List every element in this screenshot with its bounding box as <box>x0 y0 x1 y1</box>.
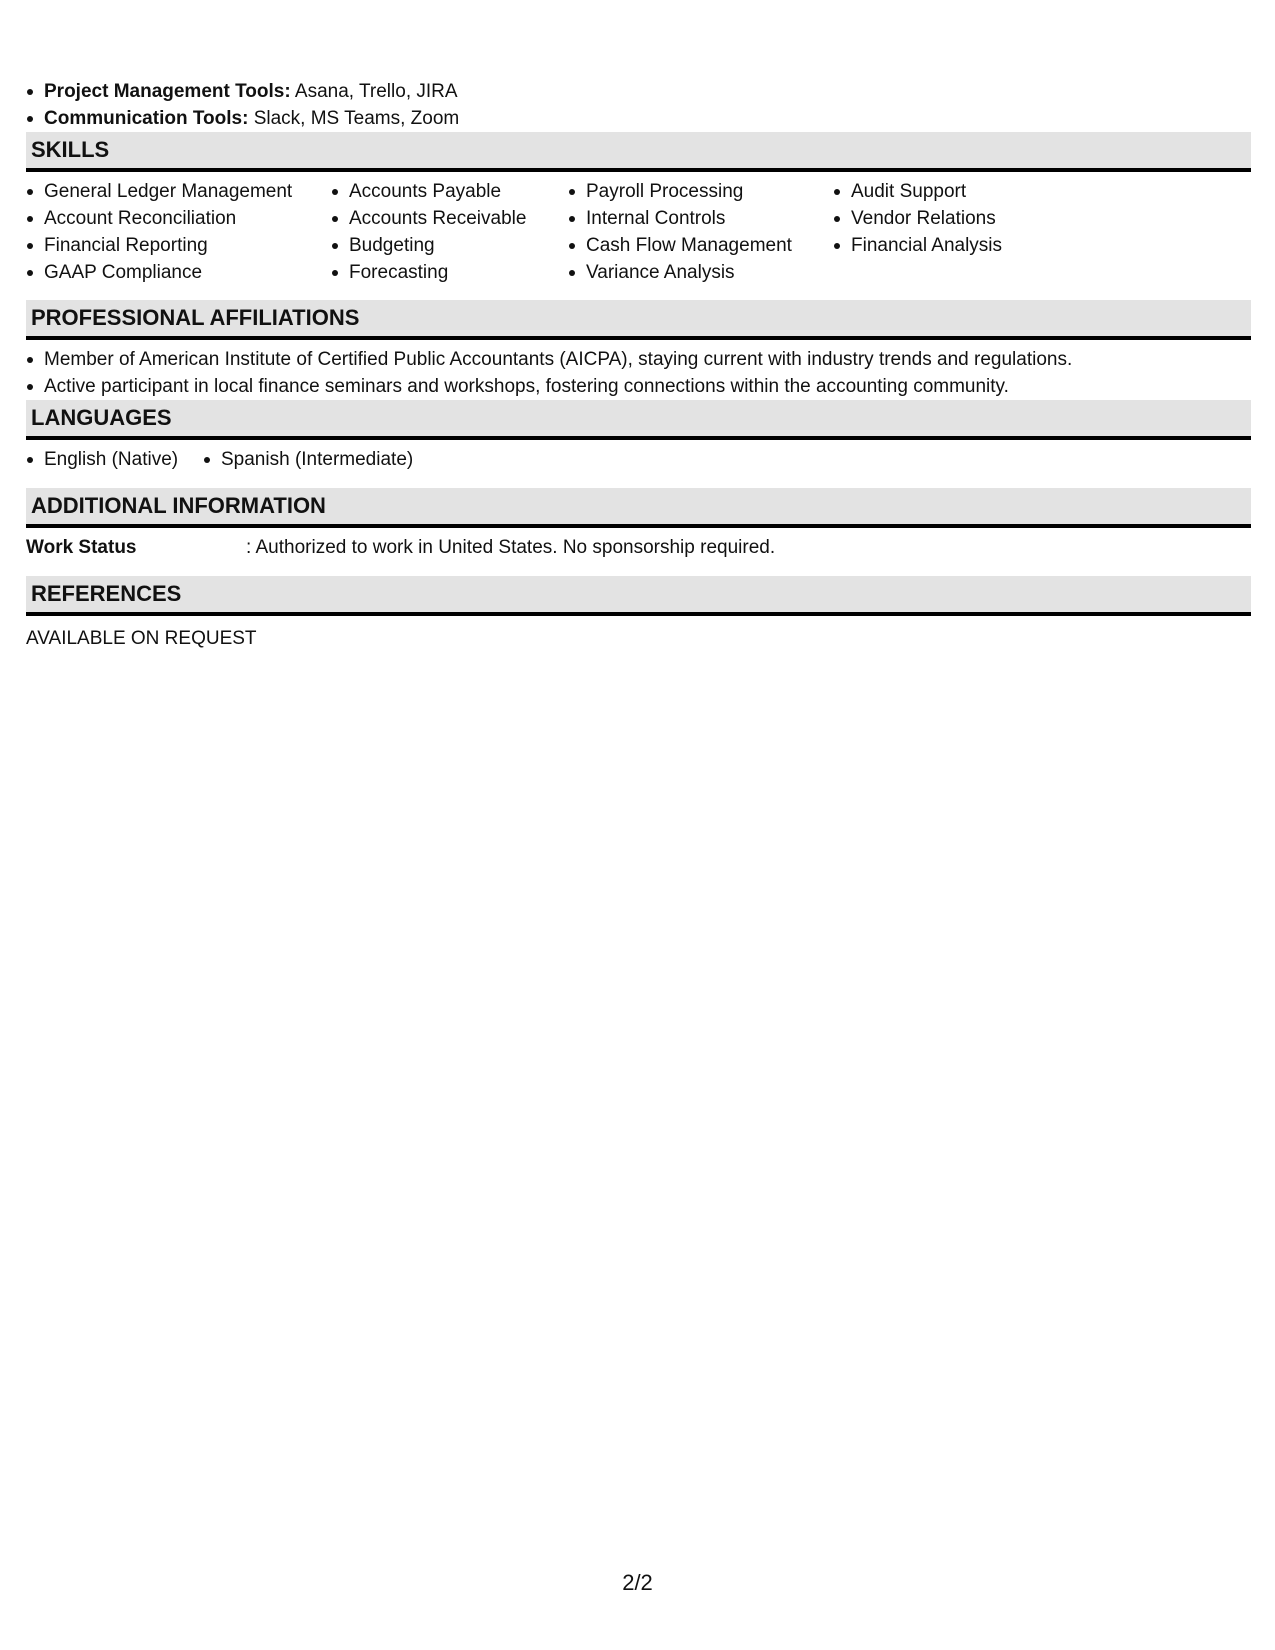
skills-column <box>568 178 833 286</box>
section-title: PROFESSIONAL AFFILIATIONS <box>31 305 360 330</box>
language-list <box>26 446 203 473</box>
work-status-row <box>26 534 1251 561</box>
skill-item: Budgeting <box>349 232 568 259</box>
section-title: ADDITIONAL INFORMATION <box>31 493 326 518</box>
section-header-additional-info <box>26 488 1251 528</box>
section-title: LANGUAGES <box>31 405 172 430</box>
skills-column <box>833 178 1101 286</box>
section-header-references <box>26 576 1251 616</box>
section-title: SKILLS <box>31 137 110 162</box>
work-status-label: Work Status <box>26 537 137 558</box>
skill-item: Vendor Relations <box>851 205 1101 232</box>
list-item <box>44 105 1251 132</box>
skill-item: GAAP Compliance <box>44 259 331 286</box>
skill-item: Internal Controls <box>586 205 833 232</box>
skill-item: Cash Flow Management <box>586 232 833 259</box>
skill-item: General Ledger Management <box>44 178 331 205</box>
language-item: English (Native) <box>44 446 203 473</box>
resume-page <box>26 78 1251 652</box>
skill-item: Financial Reporting <box>44 232 331 259</box>
skill-item: Audit Support <box>851 178 1101 205</box>
section-header-affiliations <box>26 300 1251 340</box>
languages-row <box>26 446 1251 473</box>
list-item <box>44 78 1251 105</box>
language-list <box>203 446 413 473</box>
skill-item: Accounts Receivable <box>349 205 568 232</box>
skills-grid <box>26 178 1251 286</box>
affiliations-list <box>26 346 1251 400</box>
skill-item: Payroll Processing <box>586 178 833 205</box>
skill-item: Account Reconciliation <box>44 205 331 232</box>
references-text: AVAILABLE ON REQUEST <box>26 628 257 649</box>
skill-item: Variance Analysis <box>586 259 833 286</box>
affiliation-item: Member of American Institute of Certified Public Accountants (AICPA), staying current with industry trends and regulations. <box>44 346 1251 373</box>
section-header-languages <box>26 400 1251 440</box>
language-item: Spanish (Intermediate) <box>221 446 413 473</box>
skill-item: Accounts Payable <box>349 178 568 205</box>
skills-column <box>26 178 331 286</box>
skills-column <box>331 178 568 286</box>
tool-value: Asana, Trello, JIRA <box>294 81 458 102</box>
work-status-value: : Authorized to work in United States. No sponsorship required. <box>246 537 776 558</box>
tool-label: Communication Tools: <box>44 108 249 129</box>
tool-label: Project Management Tools: <box>44 81 291 102</box>
skill-item: Forecasting <box>349 259 568 286</box>
section-header-skills <box>26 132 1251 172</box>
tools-list <box>26 78 1251 132</box>
tool-value: Slack, MS Teams, Zoom <box>253 108 460 129</box>
page-number: 2/2 <box>622 1570 653 1595</box>
skill-item: Financial Analysis <box>851 232 1101 259</box>
affiliation-item: Active participant in local finance seminars and workshops, fostering connections within the accounting community. <box>44 373 1251 400</box>
section-title: REFERENCES <box>31 581 182 606</box>
